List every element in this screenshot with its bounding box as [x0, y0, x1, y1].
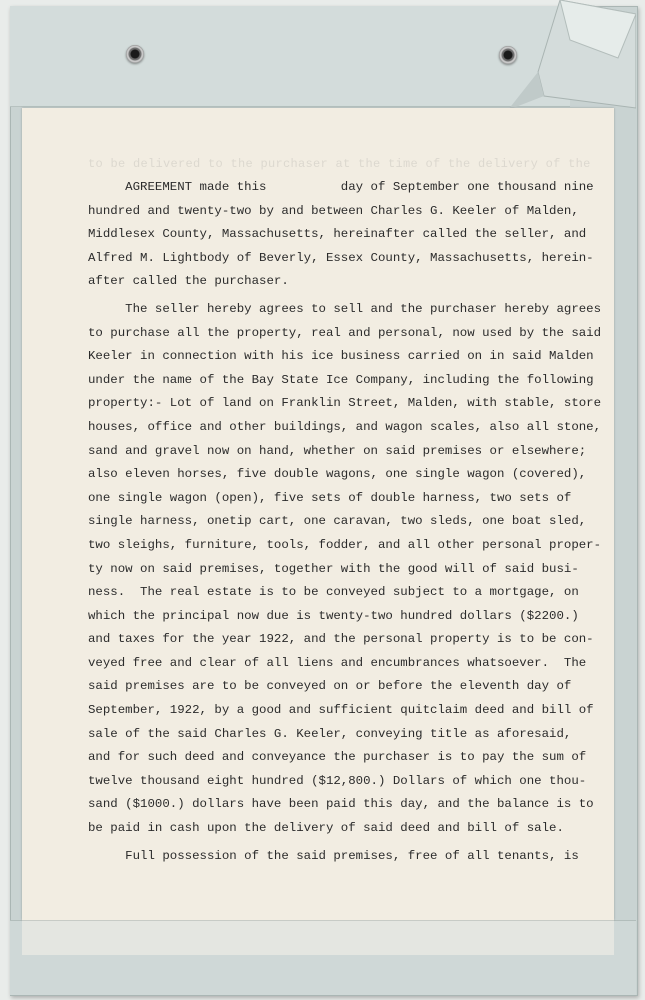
text-line: property:- Lot of land on Franklin Street, Malden, with stable, store — [88, 396, 602, 411]
left-grommet — [126, 45, 144, 63]
text-line: said premises are to be conveyed on or before the eleventh day of — [88, 679, 572, 694]
text-line: and for such deed and conveyance the purchaser is to pay the sum of — [88, 750, 587, 765]
folder-top-strip — [10, 6, 570, 107]
right-grommet — [499, 46, 517, 64]
text-line: veyed free and clear of all liens and encumbrances whatsoever. The — [88, 655, 587, 670]
text-line: which the principal now due is twenty-two hundred dollars ($2200.) — [88, 608, 579, 623]
text-line: also eleven horses, five double wagons, one single wagon (covered), — [88, 467, 587, 482]
text-line: The seller hereby agrees to sell and the purchaser hereby agrees — [88, 301, 602, 316]
text-line: ness. The real estate is to be conveyed subject to a mortgage, on — [88, 585, 579, 600]
text-line: sand and gravel now on hand, whether on said premises or elsewhere; — [88, 443, 587, 458]
text-line: to purchase all the property, real and personal, now used by the said — [88, 325, 602, 340]
text-line: ty now on said premises, together with the good will of said busi- — [88, 561, 579, 576]
text-line: Keeler in connection with his ice business carried on in said Malden — [88, 349, 594, 364]
text-line: two sleighs, furniture, tools, fodder, and all other personal proper- — [88, 537, 602, 552]
text-line: single harness, onetip cart, one caravan, two sleds, one boat sled, — [88, 514, 587, 529]
text-line: sand ($1000.) dollars have been paid this day, and the balance is to — [88, 797, 594, 812]
text-line: houses, office and other buildings, and wagon scales, also all stone, — [88, 419, 602, 434]
text-line: hundred and twenty-two by and between Charles G. Keeler of Malden, — [88, 203, 579, 218]
text-line: after called the purchaser. — [88, 274, 289, 289]
text-line: and taxes for the year 1922, and the personal property is to be con- — [88, 632, 594, 647]
text-line: Alfred M. Lightbody of Beverly, Essex County, Massachusetts, herein- — [88, 250, 594, 265]
text-line: twelve thousand eight hundred ($12,800.) Dollars of which one thou- — [88, 773, 587, 788]
bleed-through-line: to be delivered to the purchaser at the time of the delivery of the — [88, 157, 591, 171]
text-line: Full possession of the said premises, free of all tenants, is — [88, 848, 579, 863]
text-line: sale of the said Charles G. Keeler, conveying title as aforesaid, — [88, 726, 572, 741]
text-line: September, 1922, by a good and sufficient quitclaim deed and bill of — [88, 703, 594, 718]
text-line: AGREEMENT made this day of September one thousand nine — [88, 180, 594, 194]
underlying-sheet — [22, 920, 614, 955]
text-line: be paid in cash upon the delivery of said deed and bill of sale. — [88, 821, 564, 836]
text-line: one single wagon (open), five sets of double harness, two sets of — [88, 490, 572, 505]
text-line: Middlesex County, Massachusetts, hereinafter called the seller, and — [88, 227, 587, 242]
text-line: under the name of the Bay State Ice Company, including the following — [88, 372, 594, 387]
agreement-text — [88, 176, 602, 868]
folded-corner — [508, 0, 636, 110]
